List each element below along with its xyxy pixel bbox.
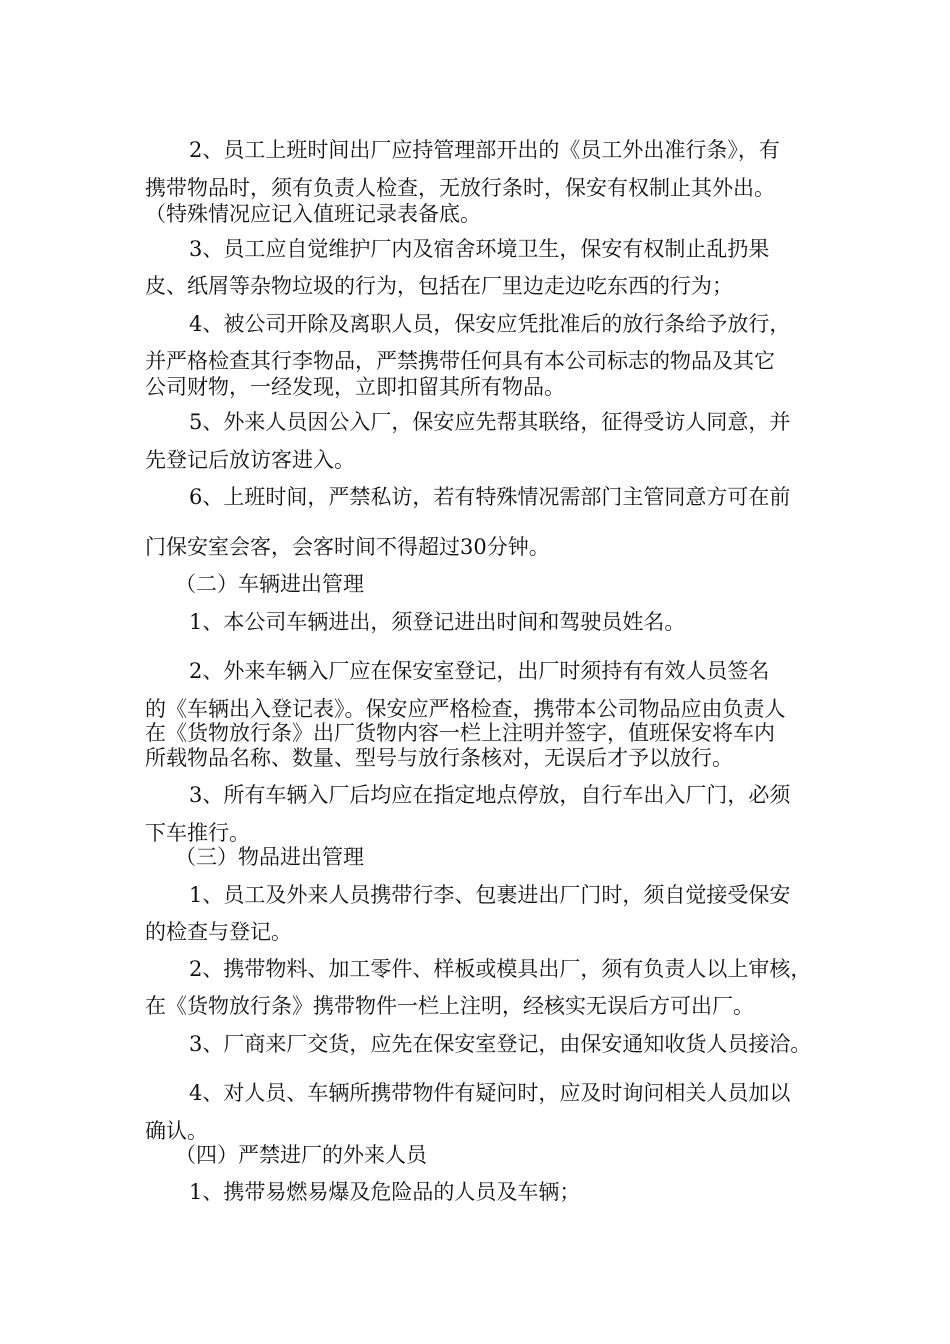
text-line: 在《货物放行条》携带物件一栏上注明，经核实无误后方可出厂。 <box>145 994 754 1018</box>
text-line: 先登记后放访客进入。 <box>145 448 355 472</box>
text-line: 3、所有车辆入厂后均应在指定地点停放，自行车出入厂门，必须 <box>189 783 791 807</box>
text-line: 的检查与登记。 <box>145 920 292 944</box>
section-heading: （二）车辆进出管理 <box>175 572 364 596</box>
text-line: 3、员工应自觉维护厂内及宿舍环境卫生，保安有权制止乱扔果 <box>189 237 770 261</box>
text-line: 在《货物放行条》出厂货物内容一栏上注明并签字，值班保安将车内 <box>145 721 775 745</box>
text-line: 5、外来人员因公入厂，保安应先帮其联络，征得受访人同意，并 <box>189 410 791 434</box>
text-line: 2、携带物料、加工零件、样板或模具出厂，须有负责人以上审核， <box>189 957 812 981</box>
text-line: 下车推行。 <box>145 821 250 845</box>
text-line: 1、携带易燃易爆及危险品的人员及车辆； <box>189 1180 581 1204</box>
text-line: 2、外来车辆入厂应在保安室登记，出厂时须持有有效人员签名 <box>189 659 770 683</box>
text-line: 2、员工上班时间出厂应持管理部开出的《员工外出准行条》，有 <box>189 138 780 162</box>
text-line: 1、本公司车辆进出，须登记进出时间和驾驶员姓名。 <box>189 610 686 634</box>
text-line: 公司财物，一经发现，立即扣留其所有物品。 <box>145 375 565 399</box>
text-line: 3、厂商来厂交货，应先在保安室登记，由保安通知收货人员接洽。 <box>189 1032 812 1056</box>
text-line: 确认。 <box>145 1119 208 1143</box>
text-line: 所载物品名称、数量、型号与放行条核对，无误后才予以放行。 <box>145 746 733 770</box>
section-heading: （四）严禁进厂的外来人员 <box>175 1143 427 1167</box>
text-line: 并严格检查其行李物品，严禁携带任何具有本公司标志的物品及其它 <box>145 349 775 373</box>
section-heading: （三）物品进出管理 <box>175 845 364 869</box>
text-line: （特殊情况应记入值班记录表备底。 <box>145 202 481 226</box>
text-line: 皮、纸屑等杂物垃圾的行为，包括在厂里边走边吃东西的行为； <box>145 274 733 298</box>
text-line: 1、员工及外来人员携带行李、包裹进出厂门时，须自觉接受保安 <box>189 883 791 907</box>
text-line: 4、对人员、车辆所携带物件有疑问时，应及时询问相关人员加以 <box>189 1081 791 1105</box>
text-line: 4、被公司开除及离职人员，保安应凭批准后的放行条给予放行， <box>189 312 791 336</box>
text-line: 的《车辆出入登记表》。保安应严格检查，携带本公司物品应由负责人 <box>145 697 786 721</box>
text-line: 6、上班时间，严禁私访，若有特殊情况需部门主管同意方可在前 <box>189 485 791 509</box>
text-line: 门保安室会客，会客时间不得超过30分钟。 <box>145 535 550 559</box>
text-line: 携带物品时，须有负责人检查，无放行条时，保安有权制止其外出。 <box>145 176 775 200</box>
